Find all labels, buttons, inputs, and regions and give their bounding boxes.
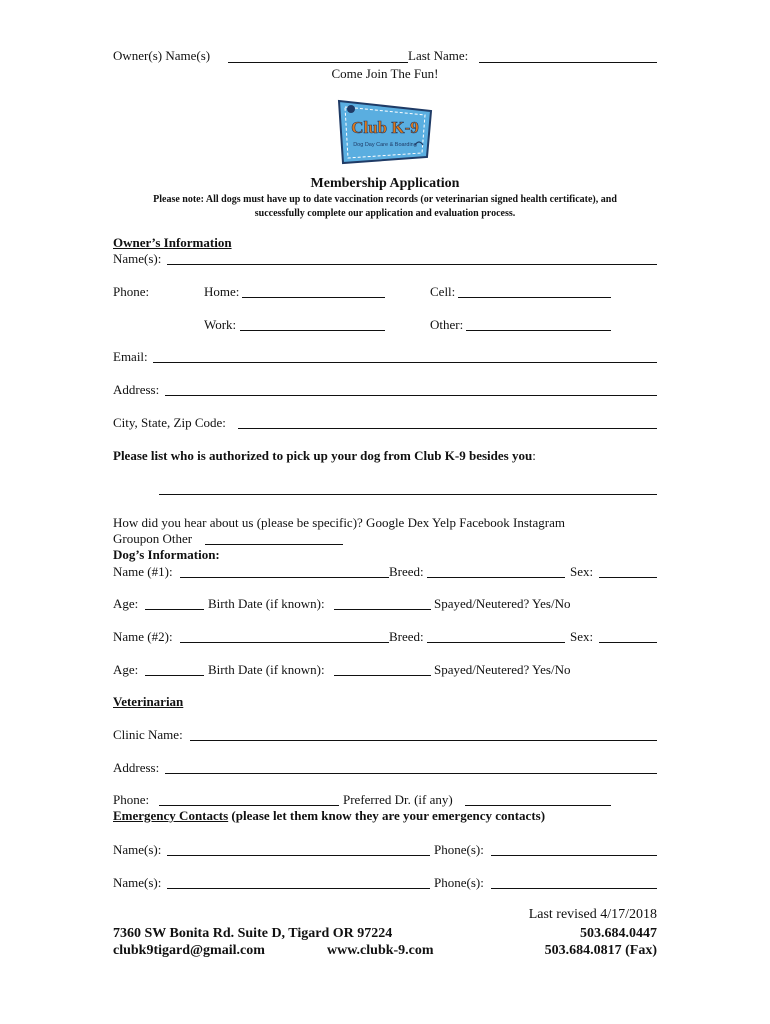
emergency2-names-label: Name(s): <box>113 875 162 890</box>
referral-other-field[interactable] <box>205 544 343 545</box>
dog2-name-label: Name (#2): <box>113 629 173 644</box>
vet-phone-field[interactable] <box>159 805 339 806</box>
emergency1-names-field[interactable] <box>167 855 430 856</box>
preferred-dr-field[interactable] <box>465 805 611 806</box>
home-phone-label: Home: <box>204 284 240 299</box>
logo-subtitle: Dog Day Care & Boarding <box>353 142 417 148</box>
email-field[interactable] <box>153 362 657 363</box>
dog2-spayed-label: Spayed/Neutered? Yes/No <box>434 662 571 677</box>
other-phone-field[interactable] <box>466 330 611 331</box>
emergency2-phones-label: Phone(s): <box>434 875 484 890</box>
work-phone-field[interactable] <box>240 330 385 331</box>
dog2-sex-label: Sex: <box>570 629 594 644</box>
club-k9-logo <box>333 95 437 167</box>
footer-website[interactable]: www.clubk-9.com <box>327 943 434 958</box>
cell-phone-field[interactable] <box>458 297 611 298</box>
dog-info-heading: Dog’s Information: <box>113 547 220 562</box>
note-line-2: successfully complete our application and evaluation process. <box>254 208 516 219</box>
dog1-age-label: Age: <box>113 596 139 611</box>
footer-address: 7360 SW Bonita Rd. Suite D, Tigard OR 97224 <box>113 926 393 941</box>
footer-email[interactable]: clubk9tigard@gmail.com <box>113 943 265 958</box>
dog2-age-field[interactable] <box>145 675 204 676</box>
owner-info-heading: Owner’s Information <box>113 235 232 250</box>
dog1-name-field[interactable] <box>180 577 389 578</box>
phone-label: Phone: <box>113 284 150 299</box>
dog1-breed-field[interactable] <box>427 577 565 578</box>
last-name-field[interactable] <box>479 62 657 63</box>
last-revised: Last revised 4/17/2018 <box>528 907 657 922</box>
emergency1-phones-field[interactable] <box>491 855 657 856</box>
emergency1-phones-label: Phone(s): <box>434 842 484 857</box>
cell-phone-label: Cell: <box>430 284 456 299</box>
referral-other-label: Groupon Other <box>113 531 193 546</box>
logo-wordmark: Club K-9 <box>351 118 419 137</box>
dog1-breed-label: Breed: <box>389 564 424 579</box>
footer-phone: 503.684.0447 <box>580 926 657 941</box>
referral-question: How did you hear about us (please be specific)? Google Dex Yelp Facebook Instagram <box>113 515 565 530</box>
owner-names-field[interactable] <box>167 264 657 265</box>
dog1-age-field[interactable] <box>145 609 204 610</box>
city-state-zip-label: City, State, Zip Code: <box>113 415 226 430</box>
clinic-name-label: Clinic Name: <box>113 727 183 742</box>
vet-address-label: Address: <box>113 760 160 775</box>
dog2-name-field[interactable] <box>180 642 389 643</box>
other-phone-label: Other: <box>430 317 464 332</box>
vet-address-field[interactable] <box>165 773 657 774</box>
owner-name-label: Owner(s) Name(s) <box>113 48 211 63</box>
owner-name-field[interactable] <box>228 62 408 63</box>
dog1-birth-label: Birth Date (if known): <box>208 596 325 611</box>
pickup-names-field[interactable] <box>159 494 657 495</box>
emergency1-names-label: Name(s): <box>113 842 162 857</box>
emergency2-phones-field[interactable] <box>491 888 657 889</box>
owner-names-label: Name(s): <box>113 251 162 266</box>
note-line-1: Please note: All dogs must have up to date vaccination records (or veterinarian signed health certificate), and <box>153 194 617 205</box>
vet-phone-label: Phone: <box>113 792 150 807</box>
dog1-spayed-label: Spayed/Neutered? Yes/No <box>434 596 571 611</box>
emergency2-names-field[interactable] <box>167 888 430 889</box>
preferred-dr-label: Preferred Dr. (if any) <box>343 792 453 807</box>
dog2-breed-field[interactable] <box>427 642 565 643</box>
work-phone-label: Work: <box>204 317 237 332</box>
dog1-sex-label: Sex: <box>570 564 594 579</box>
address-field[interactable] <box>165 395 657 396</box>
dog1-name-label: Name (#1): <box>113 564 173 579</box>
city-state-zip-field[interactable] <box>238 428 657 429</box>
clinic-name-field[interactable] <box>190 740 657 741</box>
form-title: Membership Application <box>310 176 460 191</box>
emergency-heading: Emergency Contacts (please let them know they are your emergency contacts) <box>113 808 546 823</box>
email-label: Email: <box>113 349 148 364</box>
home-phone-field[interactable] <box>242 297 385 298</box>
vet-heading: Veterinarian <box>113 694 184 709</box>
pickup-prompt: Please list who is authorized to pick up your dog from Club K-9 besides you: <box>113 448 536 463</box>
dog2-birth-field[interactable] <box>334 675 431 676</box>
dog2-birth-label: Birth Date (if known): <box>208 662 325 677</box>
dog1-sex-field[interactable] <box>599 577 657 578</box>
footer-fax: 503.684.0817 (Fax) <box>544 943 657 958</box>
tagline: Come Join The Fun! <box>331 66 439 81</box>
dog2-breed-label: Breed: <box>389 629 424 644</box>
dog1-birth-field[interactable] <box>334 609 431 610</box>
address-label: Address: <box>113 382 160 397</box>
last-name-label: Last Name: <box>408 48 469 63</box>
dog2-age-label: Age: <box>113 662 139 677</box>
dog2-sex-field[interactable] <box>599 642 657 643</box>
